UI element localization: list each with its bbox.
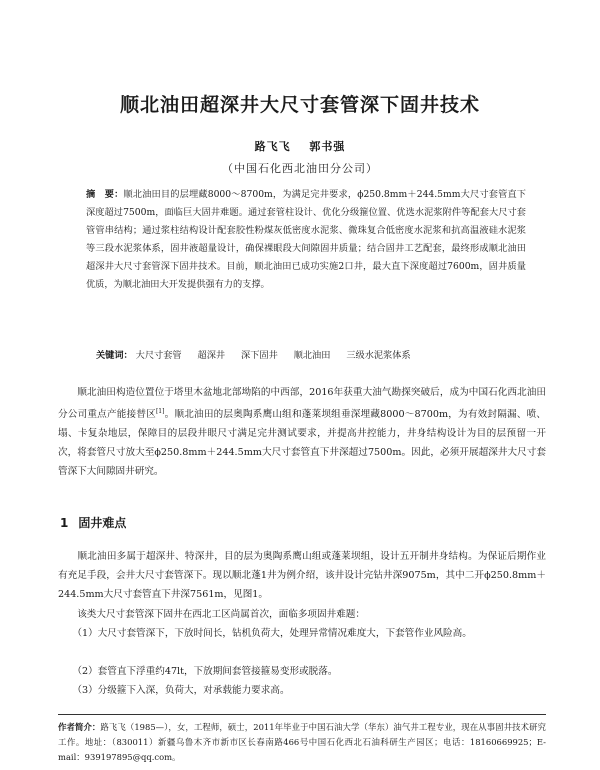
keyword: 顺北油田 — [293, 350, 331, 361]
section-paragraph-text: 该类大尺寸套管深下固井在西北工区尚属首次，面临多项固井难题： — [77, 609, 365, 620]
keyword: 超深井 — [197, 350, 226, 361]
keyword: 三级水泥浆体系 — [346, 350, 411, 361]
keywords — [96, 348, 526, 364]
footnote-text: 路飞飞（1985—），女，工程师，硕士，2011年毕业于中国石油大学（华东）油气井工程专业，现在从事固井技术研究工作。地址：（830011）新疆乌鲁木齐市新市区长春南路466号中国石化西北石油科研生产园区；电话：18160669925；E-mail：939197895@qq.com。 — [58, 722, 547, 762]
difficulty-item-text: （1）大尺寸套管深下，下放时间长，钻机负荷大，处理异常情况难度大，下套管作业风险高。 — [77, 628, 472, 639]
keyword: 大尺寸套管 — [135, 350, 182, 361]
section-paragraph — [58, 547, 546, 604]
authors: 路飞飞 郭书强 — [254, 140, 346, 153]
footnote-label: 作者简介： — [58, 722, 101, 732]
keyword: 深下固井 — [241, 350, 278, 361]
difficulty-item — [58, 681, 546, 700]
intro-text: 顺北油田构造位置位于塔里木盆地北部坳陷的中西部，2016年获重大油气勘探突破后，成为中国石化西北油田分公司重点产能接替区 — [58, 387, 547, 421]
difficulty-item — [58, 624, 546, 643]
section-paragraph — [58, 605, 546, 624]
section-heading — [60, 514, 126, 531]
difficulty-item-text: （3）分级箍下入深，负荷大，对承载能力要求高。 — [77, 685, 290, 696]
section-title: 固井难点 — [78, 516, 127, 530]
difficulty-item-text: （2）套管直下浮重约47lt，下放期间套管接箍易变形或脱落。 — [77, 666, 338, 677]
intro-paragraph — [58, 383, 546, 481]
section-paragraph-text: 顺北油田多属于超深井、特深井，目的层为奥陶系鹰山组或蓬莱坝组，设计五开制井身结构。为保证后期作业有充足手段，会井大尺寸套管深下。现以顺北蓬1井为例介绍，该井设计完钻井深9075m，其中二开ϕ250.8mm＋244.5mm大尺寸套管直下井深7561m，见图1。 — [58, 551, 547, 600]
author-footnote — [58, 720, 546, 765]
abstract-label: 摘 要： — [86, 189, 124, 200]
footnote-divider — [58, 714, 546, 715]
abstract — [86, 186, 526, 294]
section-number: 1 — [60, 516, 69, 530]
abstract-text: 顺北油田目的层埋藏8000～8700m，为满足完井要求，ϕ250.8mm＋244.5mm大尺寸套管直下深度超过7500m，面临巨大固井难题。通过套管柱设计、优化分级箍位置、优选水泥浆附件等配套大尺寸套管管串结构；通过浆柱结构设计配套胶性粉煤灰低密度水泥浆、微珠复合低密度水泥浆和抗高温液硅水泥浆等三段水泥浆体系，固井液超量设计，确保裸眼段大间隙固井质量；结合固井工艺配套，最终形成顺北油田超深井大尺寸套管深下固井技术。目前，顺北油田已成功实施2口井，最大直下深度超过7600m，固井质量优质，为顺北油田大开发提供强有力的支撑。 — [86, 189, 526, 290]
paper-title: 顺北油田超深井大尺寸套管深下固井技术 — [119, 94, 480, 116]
citation-ref[interactable]: [1] — [155, 408, 165, 415]
affiliation: （中国石化西北油田分公司） — [222, 162, 378, 175]
keywords-label: 关键词： — [96, 350, 133, 361]
difficulty-item — [58, 662, 546, 681]
intro-text-cont: 。顺北油田的层奥陶系鹰山组和蓬莱坝组垂深埋藏8000～8700m，为有效封隔漏、喷、塌、卡复杂地层，保障目的层段井眼尺寸满足完井测试要求，并提高井控能力，井身结构设计为目的层预留一开次，将套管尺寸放大至ϕ250.8mm＋244.5mm大尺寸套管直下井深超过7500m。因此，必须开展超深井大尺寸套管深下大间隙固井研究。 — [58, 409, 546, 478]
